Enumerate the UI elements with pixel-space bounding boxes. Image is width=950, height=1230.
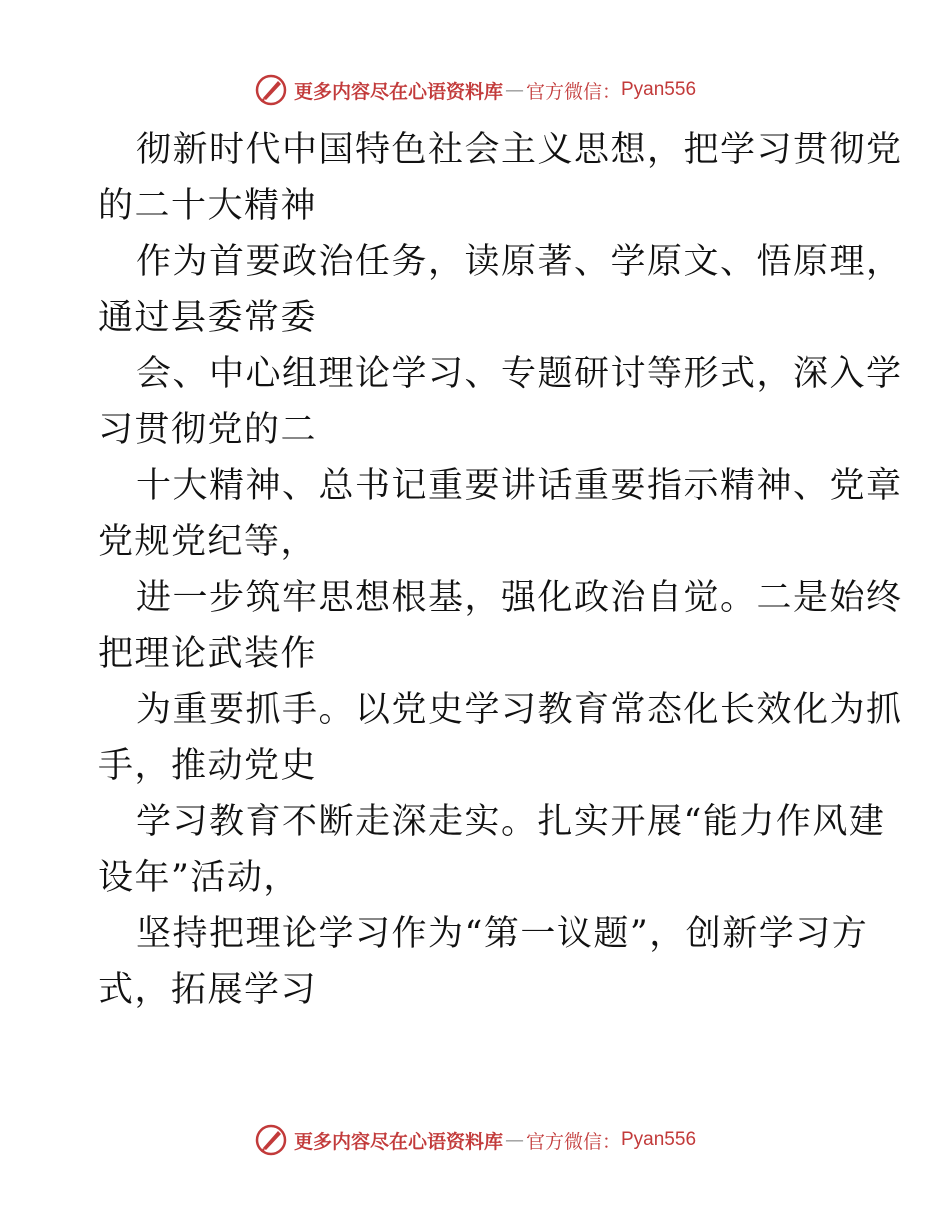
separator: — bbox=[504, 1129, 524, 1151]
quill-pen-icon bbox=[254, 73, 288, 107]
body-line: 通过县委常委 bbox=[98, 298, 318, 338]
body-line: 式，拓展学习 bbox=[98, 970, 318, 1010]
library-text: 更多内容尽在心语资料库 bbox=[293, 1130, 503, 1153]
library-text: 更多内容尽在心语资料库 bbox=[293, 80, 503, 103]
body-line: 习贯彻党的二 bbox=[98, 410, 318, 450]
wechat-id: Pyan556 bbox=[621, 79, 697, 100]
body-line: 坚持把理论学习作为“第一议题”，创新学习方 bbox=[136, 914, 869, 954]
wechat-label: 官方微信： bbox=[525, 1130, 621, 1153]
wechat-label: 官方微信： bbox=[525, 80, 621, 103]
header-banner bbox=[0, 70, 950, 110]
body-line: 学习教育不断走深走实。扎实开展“能力作风建 bbox=[136, 802, 886, 842]
quill-pen-icon bbox=[254, 1123, 288, 1157]
body-line: 把理论武装作 bbox=[98, 634, 318, 674]
body-line: 彻新时代中国特色社会主义思想，把学习贯彻党 bbox=[136, 130, 903, 170]
wechat-id: Pyan556 bbox=[621, 1129, 697, 1150]
body-line: 党规党纪等， bbox=[98, 522, 318, 562]
document-body bbox=[98, 122, 903, 1018]
footer-banner bbox=[0, 1120, 950, 1160]
body-line: 为重要抓手。以党史学习教育常态化长效化为抓 bbox=[136, 690, 903, 730]
separator: — bbox=[504, 79, 524, 101]
body-line: 进一步筑牢思想根基，强化政治自觉。二是始终 bbox=[136, 578, 903, 618]
body-line: 十大精神、总书记重要讲话重要指示精神、党章 bbox=[136, 466, 903, 506]
body-line: 手，推动党史 bbox=[98, 746, 318, 786]
body-line: 的二十大精神 bbox=[98, 186, 318, 226]
body-line: 会、中心组理论学习、专题研讨等形式，深入学 bbox=[136, 354, 903, 394]
body-line: 作为首要政治任务，读原著、学原文、悟原理， bbox=[136, 242, 903, 282]
body-line: 设年”活动， bbox=[98, 858, 300, 898]
